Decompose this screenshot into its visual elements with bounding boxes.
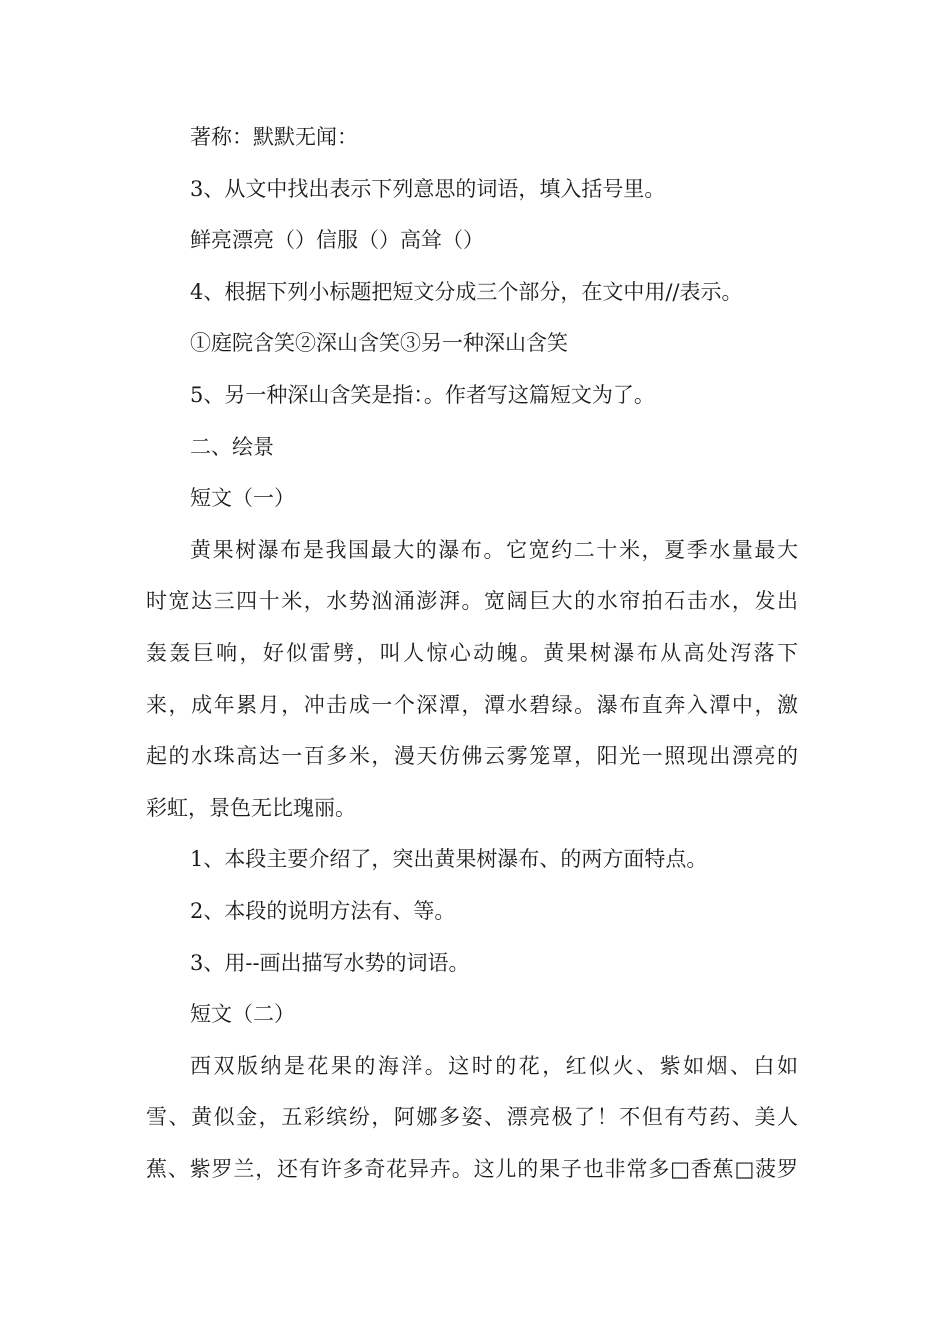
passage-1-line: 起的水珠高达一百多米，漫天仿佛云雾笼罩，阳光一照现出漂亮的: [146, 744, 798, 769]
passage-1-question-2: 2、本段的说明方法有、等。: [190, 898, 456, 923]
passage-1-title: 短文（一）: [190, 486, 295, 511]
text-line-1: 著称：默默无闻：: [190, 125, 358, 149]
passage-1-line: 来，成年累月，冲击成一个深潭，潭水碧绿。瀑布直奔入潭中，激: [146, 692, 798, 717]
passage-1-question-1: 1、本段主要介绍了，突出黄果树瀑布、的两方面特点。: [190, 847, 708, 872]
question-3-blanks: 鲜亮漂亮（）信服（）高耸（）: [190, 228, 484, 253]
passage-1-line: 黄果树瀑布是我国最大的瀑布。它宽约二十米，夏季水量最大: [190, 537, 798, 562]
question-4: 4、根据下列小标题把短文分成三个部分，在文中用//表示。: [190, 279, 743, 304]
passage-1-line: 时宽达三四十米，水势汹涌澎湃。宽阔巨大的水帘拍石击水，发出: [146, 589, 798, 614]
passage-1-question-3: 3、用--画出描写水势的词语。: [190, 950, 470, 975]
question-5: 5、另一种深山含笑是指：。作者写这篇短文为了。: [190, 382, 655, 407]
passage-2-line: 西双版纳是花果的海洋。这时的花，红似火、紫如烟、白如: [190, 1053, 798, 1078]
passage-1-line: 彩虹，景色无比瑰丽。: [146, 795, 356, 820]
question-3: 3、从文中找出表示下列意思的词语，填入括号里。: [190, 176, 666, 201]
passage-1-line: 轰轰巨响，好似雷劈，叫人惊心动魄。黄果树瀑布从高处泻落下: [146, 640, 798, 665]
question-4-subtitles: ①庭院含笑②深山含笑③另一种深山含笑: [190, 331, 568, 356]
document-page: [146, 112, 798, 1195]
passage-2-line: 雪、黄似金，五彩缤纷，阿娜多姿、漂亮极了！不但有芍药、美人: [146, 1105, 798, 1130]
section-heading: 二、绘景: [190, 434, 274, 459]
passage-2-title: 短文（二）: [190, 1002, 295, 1027]
passage-2-line: 蕉、紫罗兰，还有许多奇花异卉。这儿的果子也非常多□香蕉□菠罗: [146, 1156, 798, 1181]
